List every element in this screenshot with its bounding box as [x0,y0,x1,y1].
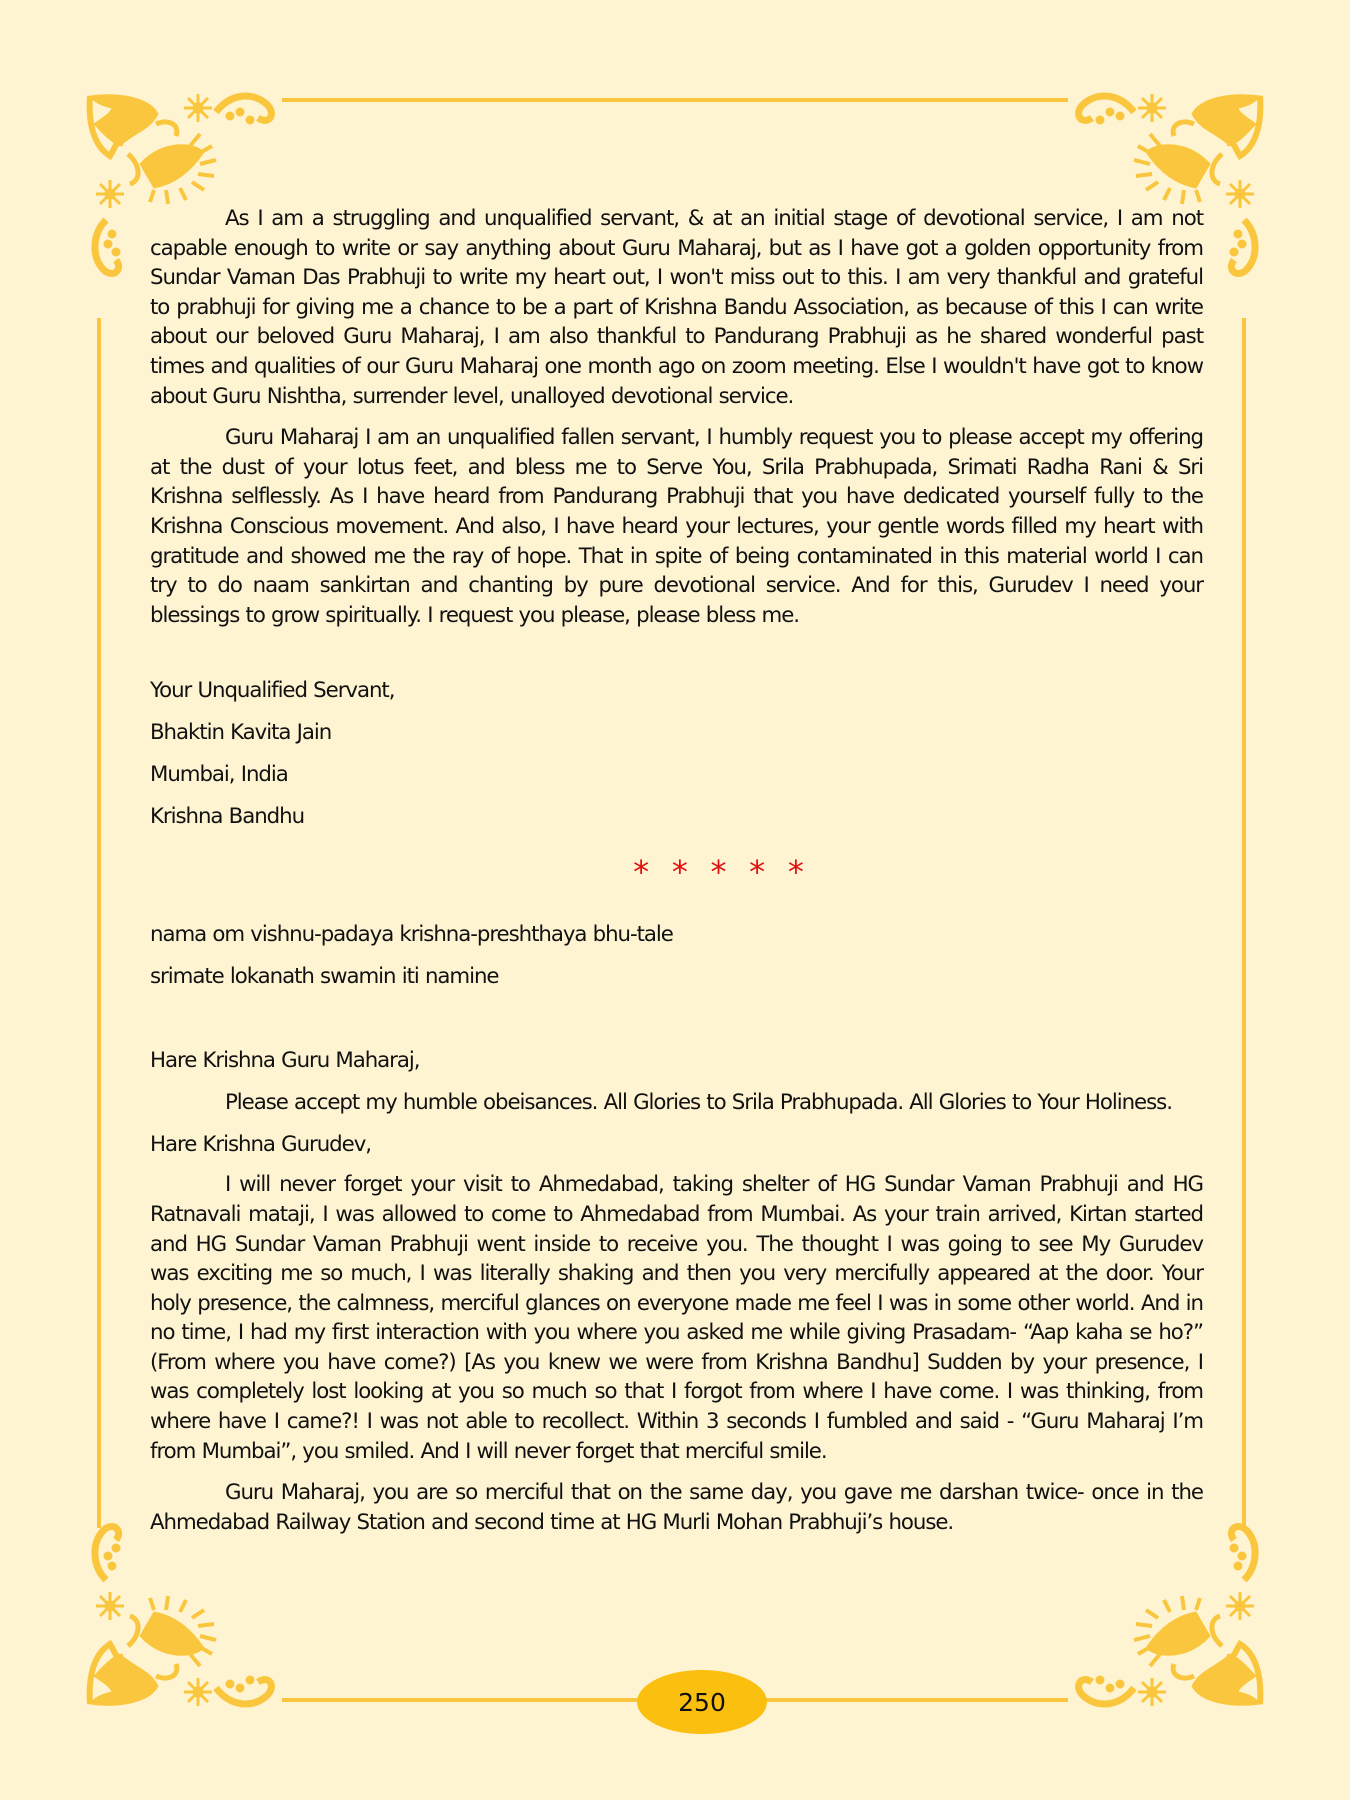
mantra-line: nama om vishnu-padaya krishna-preshthaya bhu-tale [150,922,673,948]
signature-location: Mumbai, India [150,762,288,788]
greeting: Hare Krishna Gurudev, [150,1132,371,1158]
signature-closing: Your Unqualified Servant, [150,678,395,704]
corner-ornament-bottom-left-icon [80,1506,290,1716]
section-separator: * * * * * [633,853,810,892]
page-number-badge [637,1670,767,1734]
salutation: Hare Krishna Guru Maharaj, [150,1048,420,1074]
letter-2-paragraph: Guru Maharaj, you are so merciful that on the same day, you gave me darshan twice- once in the Ahmedabad Railway Station and second time at HG Murli Mohan Prabhuji’s house. [150,1480,1203,1535]
border-bottom-line-left [282,1698,642,1702]
signature-group: Krishna Bandhu [150,804,305,830]
page-number: 250 [678,1687,726,1717]
page-content [150,204,1203,1537]
corner-ornament-bottom-right-icon [1060,1506,1270,1716]
mantra-line: srimate lokanath swamin iti namine [150,964,499,990]
signature-name: Bhaktin Kavita Jain [150,720,332,746]
letter-2 [150,914,1203,1537]
letter-1 [150,204,1203,838]
border-left-line [97,318,101,1528]
border-top-line [282,98,1068,102]
floral-ornament-icon [80,1506,290,1716]
letter-2-paragraph: I will never forget your visit to Ahmedabad, taking shelter of HG Sundar Vaman Prabhuji and HG Ratnavali mataji, I was allowed to come to Ahmedabad from Mumbai. As your train arrived, Kirtan started and HG Sundar Vaman Prabhuji went inside to receive you. The thought I was going to see My Gurudev was exciting me so much, I was literally shaking and then you very mercifully appeared at the door. Your holy presence, the calmness, merciful glances on everyone made me feel I was in some other world. And in no time, I had my first interaction with you where you asked me while giving Prasadam- “Aap kaha se ho?” (From where you have come?) [As you knew we were from Krishna Bandhu] Sudden by your presence, I was completely lost looking at you so much so that I forgot from where I have come. I was thinking, from where have I came?! I was not able to recollect. Within 3 seconds I fumbled and said - “Guru Maharaj I’m from Mumbai”, you smiled. And I will never forget that merciful smile. [150,1172,1203,1464]
floral-ornament-icon [1060,1506,1270,1716]
letter-1-paragraph: As I am a struggling and unqualified servant, & at an initial stage of devotional service, I am not capable enough to write or say anything about Guru Maharaj, but as I have got a golden opportunity from Sundar Vaman Das Prabhuji to write my heart out, I won't miss out to this. I am very thankful and grateful to prabhuji for giving me a chance to be a part of Krishna Bandu Association, as because of this I can write about our beloved Guru Maharaj, I am also thankful to Pandurang Prabhuji as he shared wonderful past times and qualities of our Guru Maharaj one month ago on zoom meeting. Else I wouldn't have got to know about Guru Nishtha, surrender level, unalloyed devotional service. [150,206,1203,409]
border-right-line [1242,318,1246,1528]
obeisances: Please accept my humble obeisances. All Glories to Srila Prabhupada. All Glories to Your Holiness. [225,1090,1172,1116]
border-bottom-line-right [762,1698,1068,1702]
letter-1-paragraph: Guru Maharaj I am an unqualified fallen servant, I humbly request you to please accept my offering at the dust of your lotus feet, and bless me to Serve You, Srila Prabhupada, Srimati Radha Rani & Sri Krishna selflessly. As I have heard from Pandurang Prabhuji that you have dedicated yourself fully to the Krishna Conscious movement. And also, I have heard your lectures, your gentle words filled my heart with gratitude and showed me the ray of hope. That in spite of being contaminated in this material world I can try to do naam sankirtan and chanting by pure devotional service. And for this, Gurudev I need your blessings to grow spiritually. I request you please, please bless me. [150,425,1203,628]
